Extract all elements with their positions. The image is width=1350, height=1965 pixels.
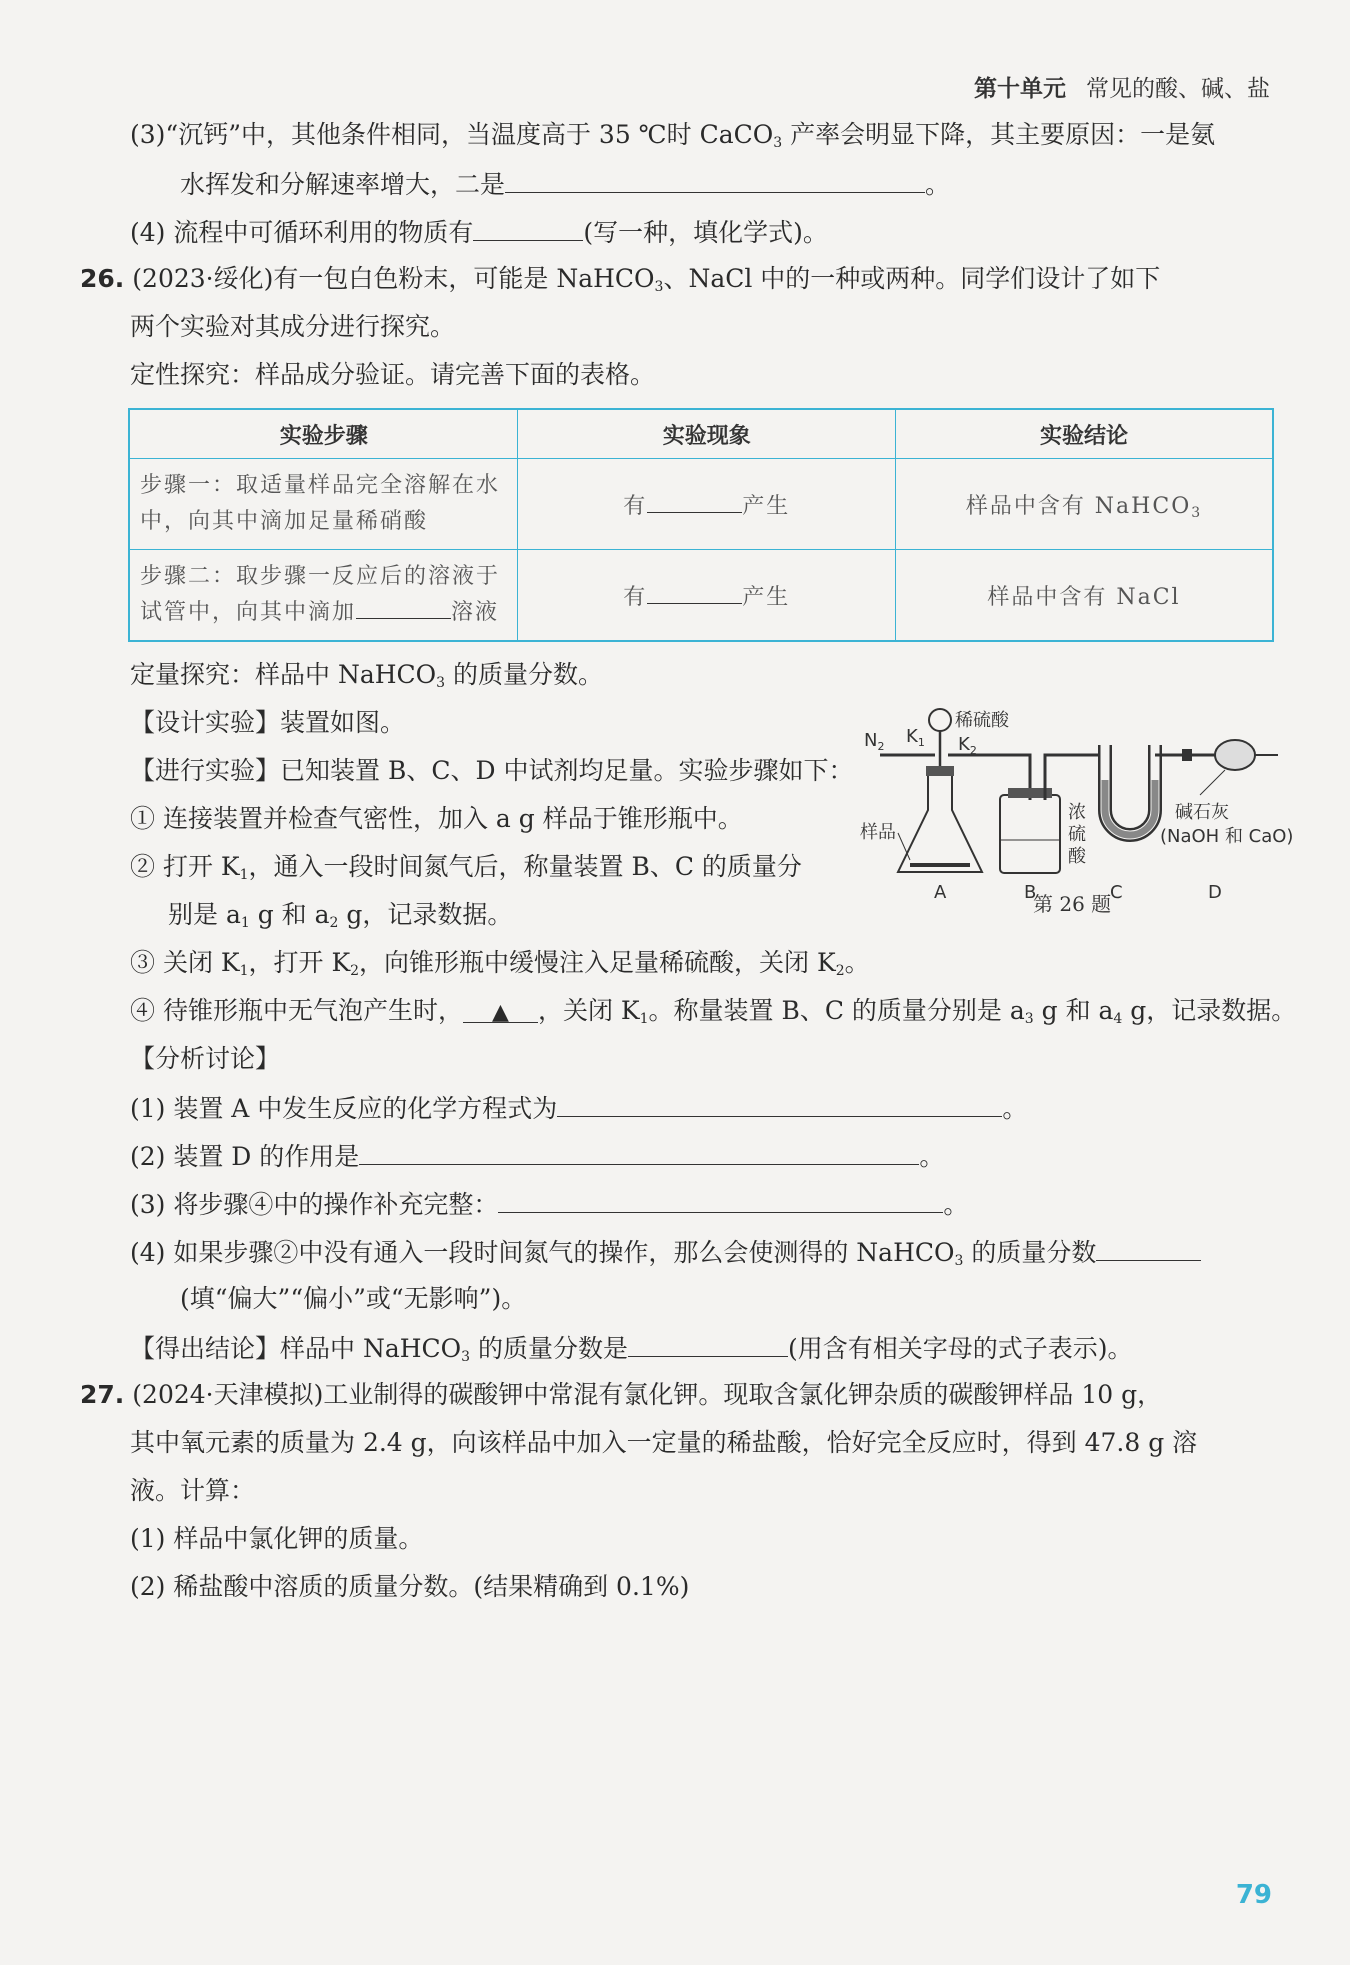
phenomenon-cell: 有 产生 bbox=[518, 550, 896, 642]
q25-part3-line2: 水挥发和分解速率增大，二是 。 bbox=[180, 166, 950, 202]
topic-label: 常见的酸、碱、盐 bbox=[1086, 76, 1270, 102]
q25-part4: (4) 流程中可循环利用的物质有 (写一种，填化学式)。 bbox=[130, 214, 828, 250]
q26-step2-line2: 别是 $a_1$ g 和 $a_2$ g，记录数据。 bbox=[168, 900, 513, 931]
table-row bbox=[129, 459, 1273, 550]
answer-blank[interactable] bbox=[628, 1330, 788, 1357]
answer-blank[interactable] bbox=[1096, 1234, 1201, 1261]
acid-funnel bbox=[929, 709, 951, 731]
stopper bbox=[926, 766, 954, 776]
label-c: C bbox=[1110, 882, 1123, 903]
experiment-table bbox=[128, 408, 1274, 642]
q26-conclusion: 【得出结论】样品中 NaHCO$_3$ 的质量分数是 (用含有相关字母的式子表示)。 bbox=[130, 1330, 1133, 1366]
q26-step2-line1: ② 打开 $K_1$，通入一段时间氮气后，称量装置 B、C 的质量分 bbox=[130, 852, 802, 883]
n2-label: $N_2$ bbox=[864, 730, 885, 753]
acid-label: 稀硫酸 bbox=[955, 710, 1009, 731]
drying-tube-d bbox=[1215, 740, 1255, 770]
q26-intro-line1: 26. (2023·绥化)有一包白色粉末，可能是 NaHCO$_3$、NaCl 中的一种或两种。同学们设计了如下 bbox=[80, 264, 1161, 295]
step-cell: 步骤一：取适量样品完全溶解在水 中，向其中滴加足量稀硝酸 bbox=[129, 459, 518, 550]
answer-blank[interactable] bbox=[356, 596, 451, 619]
answer-blank[interactable] bbox=[557, 1090, 1002, 1117]
q26-analysis-2: (2) 装置 D 的作用是 。 bbox=[130, 1138, 944, 1174]
answer-blank[interactable] bbox=[647, 581, 742, 604]
question-number: 26. bbox=[80, 264, 125, 293]
q25-part3-line1: (3)“沉钙”中，其他条件相同，当温度高于 35 ℃时 CaCO$_3$ 产率会明显下降，其主要原因：一是氨 bbox=[130, 120, 1216, 151]
lime-label-2: (NaOH 和 CaO) bbox=[1160, 826, 1294, 847]
q27-line2: 其中氧元素的质量为 2.4 g，向该样品中加入一定量的稀盐酸，恰好完全反应时，得到 47.8 g 溶 bbox=[130, 1428, 1198, 1457]
q26-analysis-3: (3) 将步骤④中的操作补充完整： 。 bbox=[130, 1186, 968, 1222]
table-header: 实验结论 bbox=[895, 409, 1273, 459]
q27-part2: (2) 稀盐酸中溶质的质量分数。(结果精确到 0.1%) bbox=[130, 1572, 690, 1601]
table-header: 实验现象 bbox=[518, 409, 896, 459]
q26-qualitative-heading: 定性探究：样品成分验证。请完善下面的表格。 bbox=[130, 360, 656, 389]
answer-blank[interactable] bbox=[473, 214, 583, 241]
step-cell: 步骤二：取步骤一反应后的溶液于 试管中，向其中滴加 溶液 bbox=[129, 550, 518, 642]
label-d: D bbox=[1208, 882, 1222, 903]
unit-label: 第十单元 bbox=[974, 76, 1066, 102]
page-number: 79 bbox=[1235, 1880, 1272, 1910]
q27-line1: 27. (2024·天津模拟)工业制得的碳酸钾中常混有氯化钾。现取含氯化钾杂质的碳酸钾样品 10 g， bbox=[80, 1380, 1163, 1409]
figure-caption: 第 26 题 bbox=[1033, 892, 1112, 916]
table-row bbox=[129, 550, 1273, 642]
answer-blank[interactable] bbox=[359, 1138, 919, 1165]
triangle-blank[interactable]: ▲ bbox=[463, 996, 538, 1023]
label-b: B bbox=[1024, 882, 1037, 903]
q26-analysis-4-line1: (4) 如果步骤②中没有通入一段时间氮气的操作，那么会使测得的 NaHCO$_3$ 的质量分数 bbox=[130, 1234, 1201, 1270]
q26-analysis-heading: 【分析讨论】 bbox=[130, 1044, 281, 1073]
question-number: 27. bbox=[80, 1380, 125, 1409]
answer-blank[interactable] bbox=[498, 1186, 943, 1213]
k1-label: $K_1$ bbox=[906, 726, 925, 749]
answer-blank[interactable] bbox=[647, 490, 742, 513]
phenomenon-cell: 有 产生 bbox=[518, 459, 896, 550]
sample-label: 样品 bbox=[860, 822, 896, 843]
flask-a bbox=[898, 770, 982, 872]
q26-analysis-1: (1) 装置 A 中发生反应的化学方程式为 。 bbox=[130, 1090, 1027, 1126]
conc-acid-3: 酸 bbox=[1068, 846, 1086, 867]
apparatus-diagram bbox=[860, 700, 1294, 915]
q26-step4: ④ 待锥形瓶中无气泡产生时， ▲ ，关闭 $K_1$。称量装置 B、C 的质量分别是 $a_3$ g 和 $a_4$ g，记录数据。 bbox=[130, 996, 1297, 1027]
q26-quantitative-heading: 定量探究：样品中 NaHCO$_3$ 的质量分数。 bbox=[130, 660, 604, 691]
q27-part1: (1) 样品中氯化钾的质量。 bbox=[130, 1524, 424, 1553]
q27-line3: 液。计算： bbox=[130, 1476, 256, 1505]
answer-blank[interactable] bbox=[505, 166, 925, 193]
bottle-b bbox=[1000, 795, 1060, 873]
lime-label: 碱石灰 bbox=[1175, 802, 1229, 823]
q26-design: 【设计实验】装置如图。 bbox=[130, 708, 406, 737]
q26-step1: ① 连接装置并检查气密性，加入 a g 样品于锥形瓶中。 bbox=[130, 804, 743, 833]
q26-step3: ③ 关闭 $K_1$，打开 $K_2$，向锥形瓶中缓慢注入足量稀硫酸，关闭 $K_2$。 bbox=[130, 948, 870, 979]
table-header: 实验步骤 bbox=[129, 409, 518, 459]
running-header bbox=[974, 70, 1270, 103]
q26-analysis-4-line2: (填“偏大”“偏小”或“无影响”)。 bbox=[180, 1284, 527, 1313]
conclusion-cell: 样品中含有 NaHCO$_3$ bbox=[895, 459, 1273, 550]
conc-acid-1: 浓 bbox=[1068, 802, 1086, 823]
conc-acid-2: 硫 bbox=[1068, 824, 1086, 845]
conclusion-cell: 样品中含有 NaCl bbox=[895, 550, 1273, 642]
k2-label: $K_2$ bbox=[958, 734, 977, 757]
q26-perform: 【进行实验】已知装置 B、C、D 中试剂均足量。实验步骤如下： bbox=[130, 756, 854, 785]
q26-intro-line2: 两个实验对其成分进行探究。 bbox=[130, 312, 456, 341]
label-a: A bbox=[934, 882, 947, 903]
